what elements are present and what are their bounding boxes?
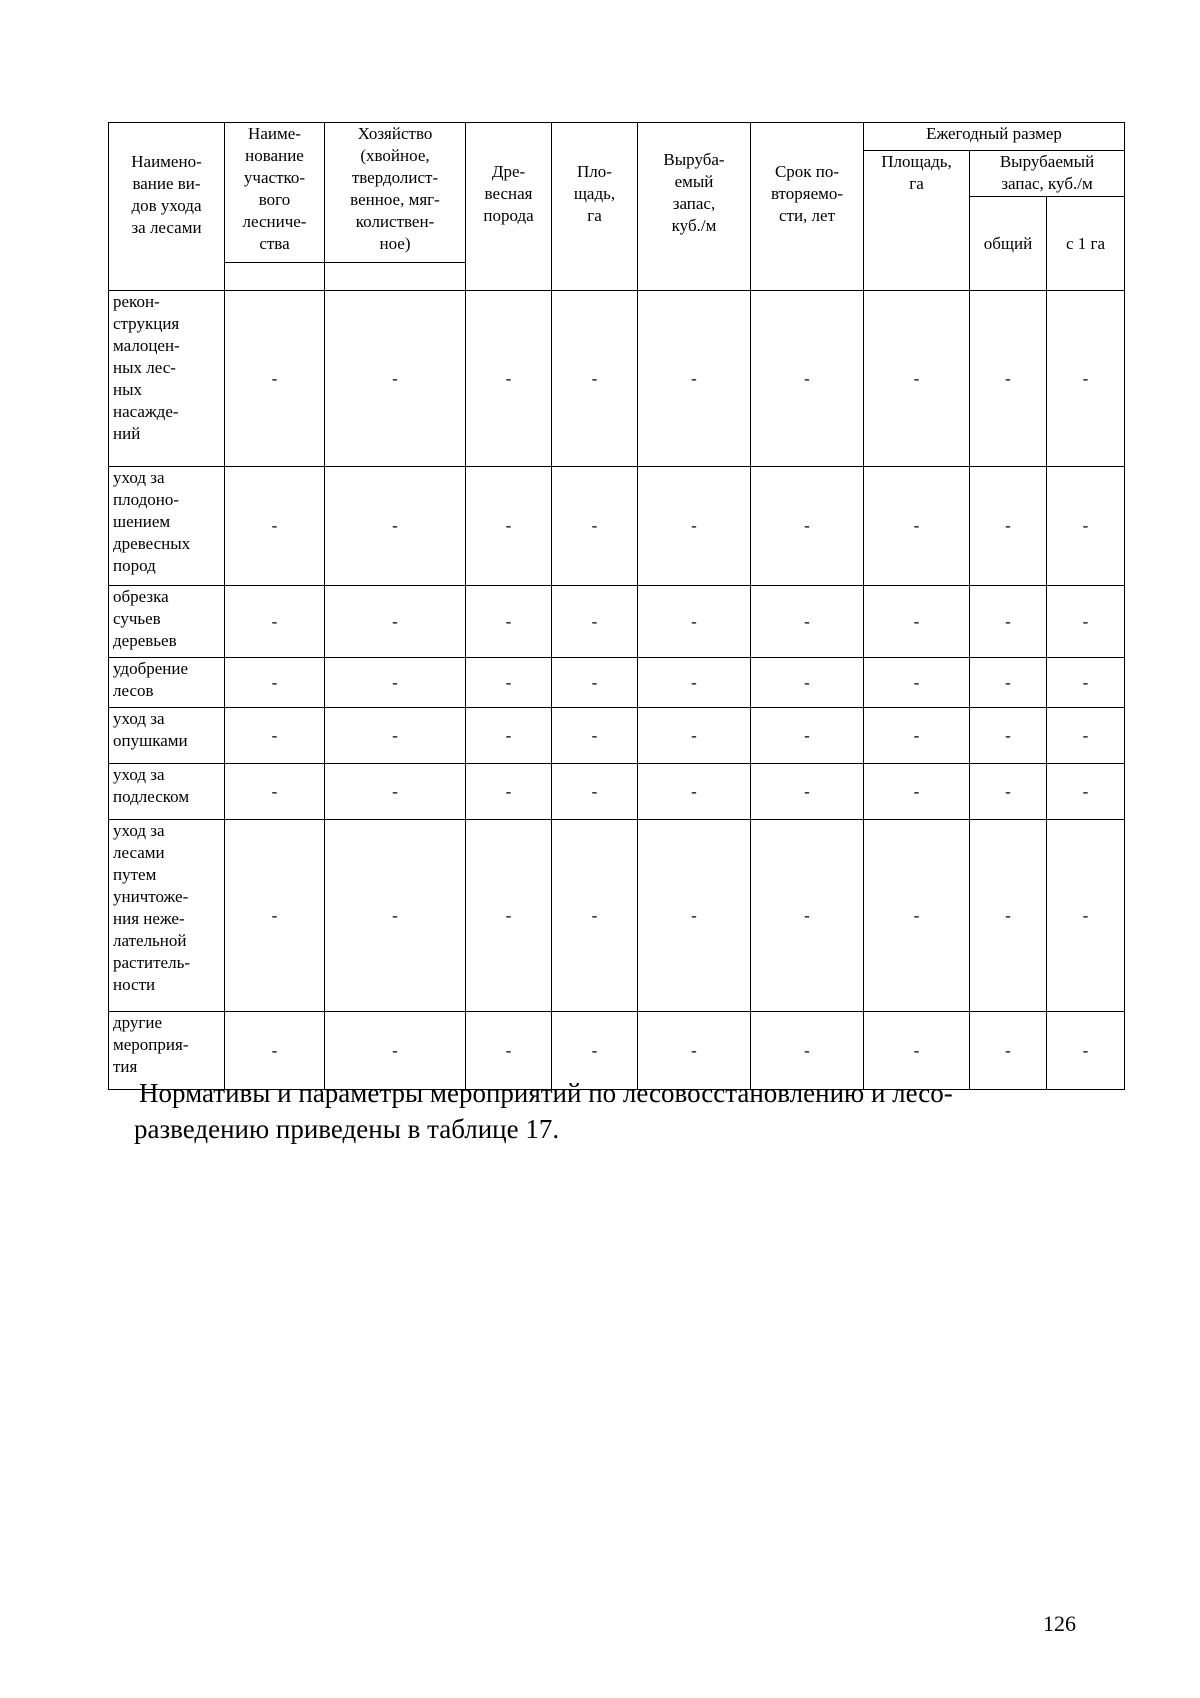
table-cell: - bbox=[325, 764, 466, 820]
header-row bbox=[109, 123, 1125, 151]
table-cell: - bbox=[466, 708, 552, 764]
table-cell: - bbox=[970, 820, 1047, 1012]
table-cell: - bbox=[225, 1012, 325, 1090]
table-cell: - bbox=[970, 708, 1047, 764]
table-cell: - bbox=[325, 708, 466, 764]
table-cell: - bbox=[970, 291, 1047, 467]
table-cell: - bbox=[225, 586, 325, 658]
table-row bbox=[109, 764, 1125, 820]
header-area: Пло- щадь, га bbox=[552, 123, 638, 291]
table-row bbox=[109, 658, 1125, 708]
table-row bbox=[109, 291, 1125, 467]
table-row bbox=[109, 586, 1125, 658]
table-cell: - bbox=[751, 820, 864, 1012]
table-cell: - bbox=[751, 1012, 864, 1090]
table-cell: - bbox=[552, 291, 638, 467]
table-cell: - bbox=[225, 658, 325, 708]
table-cell: - bbox=[751, 764, 864, 820]
header-type: Наимено- вание ви- дов ухода за лесами bbox=[109, 123, 225, 291]
table-cell: - bbox=[638, 467, 751, 586]
table-cell: - bbox=[225, 764, 325, 820]
header-period: Срок по- вторяемо- сти, лет bbox=[751, 123, 864, 291]
table-cell: - bbox=[1047, 764, 1125, 820]
row-label: уход за лесами путем уничтоже- ния нeже- лательной раститель- ности bbox=[109, 820, 225, 1012]
table-cell: - bbox=[225, 291, 325, 467]
header-annual-area: Площадь, га bbox=[864, 151, 970, 291]
table-row bbox=[109, 708, 1125, 764]
table-cell: - bbox=[864, 820, 970, 1012]
table-cell: - bbox=[552, 764, 638, 820]
table-cell: - bbox=[225, 467, 325, 586]
table-cell: - bbox=[466, 764, 552, 820]
table-cell: - bbox=[1047, 291, 1125, 467]
table-cell: - bbox=[864, 764, 970, 820]
table-cell: - bbox=[466, 820, 552, 1012]
header-spacer bbox=[225, 263, 325, 291]
table-cell: - bbox=[552, 820, 638, 1012]
table-cell: - bbox=[970, 467, 1047, 586]
table-cell: - bbox=[751, 708, 864, 764]
table-cell: - bbox=[325, 467, 466, 586]
table-cell: - bbox=[552, 586, 638, 658]
table-cell: - bbox=[1047, 708, 1125, 764]
row-label: рекон- струкция малоцен- ных лес- ных насажде- ний bbox=[109, 291, 225, 467]
table-cell: - bbox=[325, 586, 466, 658]
table-cell: - bbox=[864, 467, 970, 586]
header-stock: Выруба- емый запас, куб./м bbox=[638, 123, 751, 291]
row-label: уход за плодоно- шением древесных пород bbox=[109, 467, 225, 586]
table-cell: - bbox=[552, 467, 638, 586]
table-cell: - bbox=[325, 291, 466, 467]
header-spacer bbox=[325, 263, 466, 291]
body-paragraph bbox=[134, 1075, 1079, 1147]
page-number: 126 bbox=[1043, 1611, 1076, 1636]
header-species: Дре- весная порода bbox=[466, 123, 552, 291]
header-annual-per-ha: с 1 га bbox=[1047, 197, 1125, 291]
header-economy: Хозяйство (хвойное, твердолист- венное, мяг- колиствен- ное) bbox=[325, 123, 466, 263]
table-cell: - bbox=[325, 820, 466, 1012]
table-cell: - bbox=[970, 586, 1047, 658]
table-cell: - bbox=[970, 764, 1047, 820]
paragraph-line-2: разведению приведены в таблице 17. bbox=[134, 1114, 560, 1144]
table-cell: - bbox=[325, 1012, 466, 1090]
table-cell: - bbox=[1047, 1012, 1125, 1090]
forest-care-table bbox=[108, 122, 1125, 1090]
table-cell: - bbox=[751, 586, 864, 658]
table-cell: - bbox=[552, 1012, 638, 1090]
table-cell: - bbox=[1047, 820, 1125, 1012]
table-cell: - bbox=[552, 708, 638, 764]
table-cell: - bbox=[751, 291, 864, 467]
table-cell: - bbox=[1047, 586, 1125, 658]
row-label: обрезка сучьев деревьев bbox=[109, 586, 225, 658]
table-cell: - bbox=[638, 764, 751, 820]
table-cell: - bbox=[638, 658, 751, 708]
row-label: другие мероприя- тия bbox=[109, 1012, 225, 1090]
table-cell: - bbox=[864, 291, 970, 467]
row-label: уход за опушками bbox=[109, 708, 225, 764]
row-label: удобрение лесов bbox=[109, 658, 225, 708]
header-annual-total: общий bbox=[970, 197, 1047, 291]
table-cell: - bbox=[751, 658, 864, 708]
table-cell: - bbox=[864, 586, 970, 658]
table-cell: - bbox=[864, 658, 970, 708]
table-cell: - bbox=[970, 658, 1047, 708]
table-cell: - bbox=[638, 820, 751, 1012]
paragraph-line-1: Нормативы и параметры мероприятий по лесовосстановлению и лесо- bbox=[139, 1078, 953, 1108]
table-row bbox=[109, 820, 1125, 1012]
table-cell: - bbox=[225, 820, 325, 1012]
header-annual-stock-group: Вырубаемый запас, куб./м bbox=[970, 151, 1125, 197]
table-cell: - bbox=[638, 1012, 751, 1090]
table-cell: - bbox=[466, 1012, 552, 1090]
header-annual-group: Ежегодный размер bbox=[864, 123, 1125, 151]
table-cell: - bbox=[325, 658, 466, 708]
table-cell: - bbox=[970, 1012, 1047, 1090]
table-cell: - bbox=[864, 1012, 970, 1090]
table-cell: - bbox=[638, 708, 751, 764]
table-cell: - bbox=[638, 586, 751, 658]
table-cell: - bbox=[1047, 658, 1125, 708]
table-cell: - bbox=[864, 708, 970, 764]
row-label: уход за подлеском bbox=[109, 764, 225, 820]
table-cell: - bbox=[466, 291, 552, 467]
table-cell: - bbox=[638, 291, 751, 467]
table-cell: - bbox=[1047, 467, 1125, 586]
table-cell: - bbox=[466, 586, 552, 658]
table-cell: - bbox=[751, 467, 864, 586]
table-cell: - bbox=[225, 708, 325, 764]
table-row bbox=[109, 467, 1125, 586]
table-cell: - bbox=[466, 467, 552, 586]
table-cell: - bbox=[552, 658, 638, 708]
table-cell: - bbox=[466, 658, 552, 708]
header-forestry: Наиме- нование участко- вого лесниче- ства bbox=[225, 123, 325, 263]
